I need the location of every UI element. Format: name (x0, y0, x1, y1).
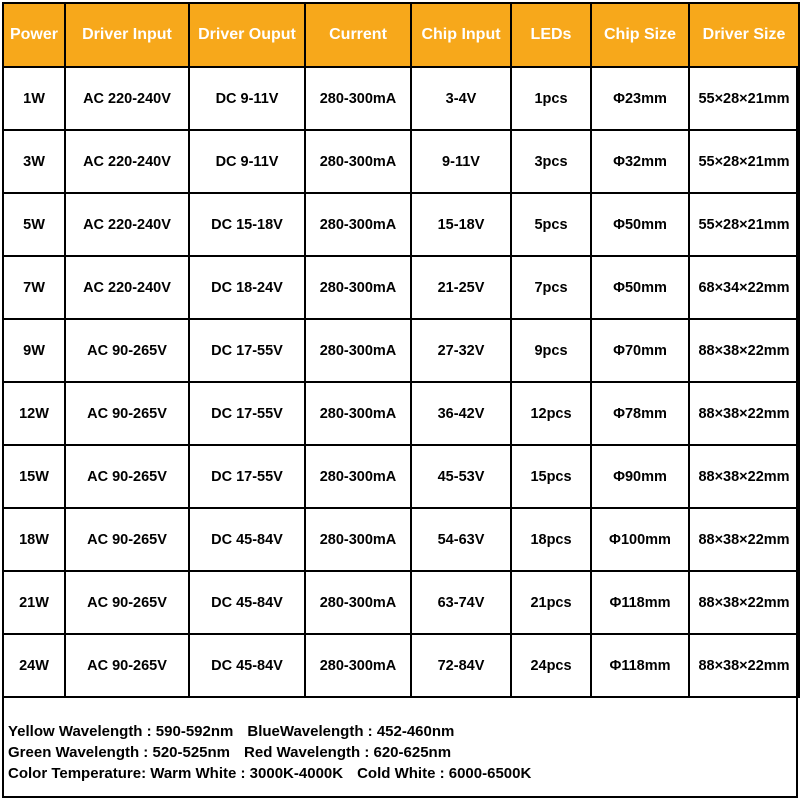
table-row (3, 634, 799, 697)
table-row (3, 67, 799, 130)
cell-chip-size: Φ23mm (591, 67, 689, 130)
table-row (3, 256, 799, 319)
cell-driver-size: 88×38×22mm (689, 382, 799, 445)
spec-sheet (2, 2, 798, 798)
cell-chip-input: 36-42V (411, 382, 511, 445)
cell-driver-output: DC 9-11V (189, 130, 305, 193)
cell-current: 280-300mA (305, 445, 411, 508)
cell-driver-size: 55×28×21mm (689, 130, 799, 193)
cell-current: 280-300mA (305, 193, 411, 256)
table-row (3, 319, 799, 382)
column-header-driver-output: Driver Ouput (189, 3, 305, 67)
cell-chip-input: 15-18V (411, 193, 511, 256)
cell-leds: 24pcs (511, 634, 591, 697)
cell-leds: 9pcs (511, 319, 591, 382)
cell-chip-input: 63-74V (411, 571, 511, 634)
wavelength-notes (8, 721, 798, 784)
table-row (3, 130, 799, 193)
cell-chip-input: 45-53V (411, 445, 511, 508)
cell-driver-input: AC 220-240V (65, 130, 189, 193)
cell-current: 280-300mA (305, 130, 411, 193)
red-wavelength: Red Wavelength : 620-625nm (244, 744, 452, 761)
cell-current: 280-300mA (305, 67, 411, 130)
cell-power: 24W (3, 634, 65, 697)
cell-driver-output: DC 17-55V (189, 319, 305, 382)
spec-table (2, 2, 800, 698)
column-header-chip-input: Chip Input (411, 3, 511, 67)
cell-driver-input: AC 220-240V (65, 193, 189, 256)
cell-driver-input: AC 90-265V (65, 382, 189, 445)
cell-power: 3W (3, 130, 65, 193)
cold-white-temperature: Cold White : 6000-6500K (357, 765, 532, 782)
blue-wavelength: BlueWavelength : 452-460nm (247, 723, 455, 740)
cell-chip-size: Φ118mm (591, 634, 689, 697)
cell-driver-input: AC 220-240V (65, 67, 189, 130)
cell-driver-output: DC 17-55V (189, 445, 305, 508)
warm-white-temperature: Color Temperature: Warm White : 3000K-4000K (8, 765, 344, 782)
cell-leds: 7pcs (511, 256, 591, 319)
cell-driver-size: 55×28×21mm (689, 193, 799, 256)
cell-driver-size: 68×34×22mm (689, 256, 799, 319)
cell-power: 18W (3, 508, 65, 571)
cell-leds: 21pcs (511, 571, 591, 634)
column-header-chip-size: Chip Size (591, 3, 689, 67)
cell-chip-size: Φ70mm (591, 319, 689, 382)
notes-line-2 (8, 742, 798, 763)
cell-leds: 1pcs (511, 67, 591, 130)
cell-power: 15W (3, 445, 65, 508)
cell-chip-size: Φ118mm (591, 571, 689, 634)
cell-driver-size: 88×38×22mm (689, 319, 799, 382)
cell-leds: 12pcs (511, 382, 591, 445)
cell-driver-size: 88×38×22mm (689, 445, 799, 508)
column-header-current: Current (305, 3, 411, 67)
cell-current: 280-300mA (305, 256, 411, 319)
cell-chip-input: 9-11V (411, 130, 511, 193)
table-row (3, 382, 799, 445)
cell-leds: 18pcs (511, 508, 591, 571)
table-row (3, 193, 799, 256)
cell-driver-output: DC 15-18V (189, 193, 305, 256)
table-body (3, 67, 799, 697)
table-row (3, 445, 799, 508)
cell-power: 5W (3, 193, 65, 256)
cell-chip-size: Φ90mm (591, 445, 689, 508)
yellow-wavelength: Yellow Wavelength : 590-592nm (8, 723, 234, 740)
column-header-driver-size: Driver Size (689, 3, 799, 67)
cell-chip-input: 27-32V (411, 319, 511, 382)
cell-driver-size: 55×28×21mm (689, 67, 799, 130)
cell-chip-size: Φ100mm (591, 508, 689, 571)
cell-chip-size: Φ50mm (591, 256, 689, 319)
cell-driver-size: 88×38×22mm (689, 508, 799, 571)
column-header-driver-input: Driver Input (65, 3, 189, 67)
column-header-leds: LEDs (511, 3, 591, 67)
table-row (3, 571, 799, 634)
cell-chip-input: 3-4V (411, 67, 511, 130)
notes-line-1 (8, 721, 798, 742)
cell-driver-input: AC 90-265V (65, 319, 189, 382)
cell-current: 280-300mA (305, 319, 411, 382)
cell-driver-input: AC 220-240V (65, 256, 189, 319)
cell-chip-input: 72-84V (411, 634, 511, 697)
header-row (3, 3, 799, 67)
cell-driver-input: AC 90-265V (65, 634, 189, 697)
green-wavelength: Green Wavelength : 520-525nm (8, 744, 231, 761)
cell-power: 9W (3, 319, 65, 382)
cell-current: 280-300mA (305, 571, 411, 634)
notes-line-3 (8, 763, 798, 784)
cell-driver-output: DC 18-24V (189, 256, 305, 319)
cell-driver-output: DC 45-84V (189, 634, 305, 697)
cell-current: 280-300mA (305, 382, 411, 445)
cell-driver-size: 88×38×22mm (689, 571, 799, 634)
cell-chip-input: 21-25V (411, 256, 511, 319)
cell-current: 280-300mA (305, 508, 411, 571)
cell-driver-output: DC 9-11V (189, 67, 305, 130)
cell-chip-size: Φ78mm (591, 382, 689, 445)
cell-chip-input: 54-63V (411, 508, 511, 571)
cell-power: 7W (3, 256, 65, 319)
table-row (3, 508, 799, 571)
column-header-power: Power (3, 3, 65, 67)
cell-driver-output: DC 45-84V (189, 571, 305, 634)
table-header (3, 3, 799, 67)
cell-driver-output: DC 45-84V (189, 508, 305, 571)
cell-driver-input: AC 90-265V (65, 571, 189, 634)
cell-driver-size: 88×38×22mm (689, 634, 799, 697)
cell-driver-input: AC 90-265V (65, 508, 189, 571)
cell-leds: 5pcs (511, 193, 591, 256)
cell-chip-size: Φ32mm (591, 130, 689, 193)
cell-power: 12W (3, 382, 65, 445)
cell-power: 21W (3, 571, 65, 634)
cell-driver-output: DC 17-55V (189, 382, 305, 445)
cell-chip-size: Φ50mm (591, 193, 689, 256)
cell-leds: 3pcs (511, 130, 591, 193)
cell-driver-input: AC 90-265V (65, 445, 189, 508)
cell-leds: 15pcs (511, 445, 591, 508)
cell-current: 280-300mA (305, 634, 411, 697)
cell-power: 1W (3, 67, 65, 130)
